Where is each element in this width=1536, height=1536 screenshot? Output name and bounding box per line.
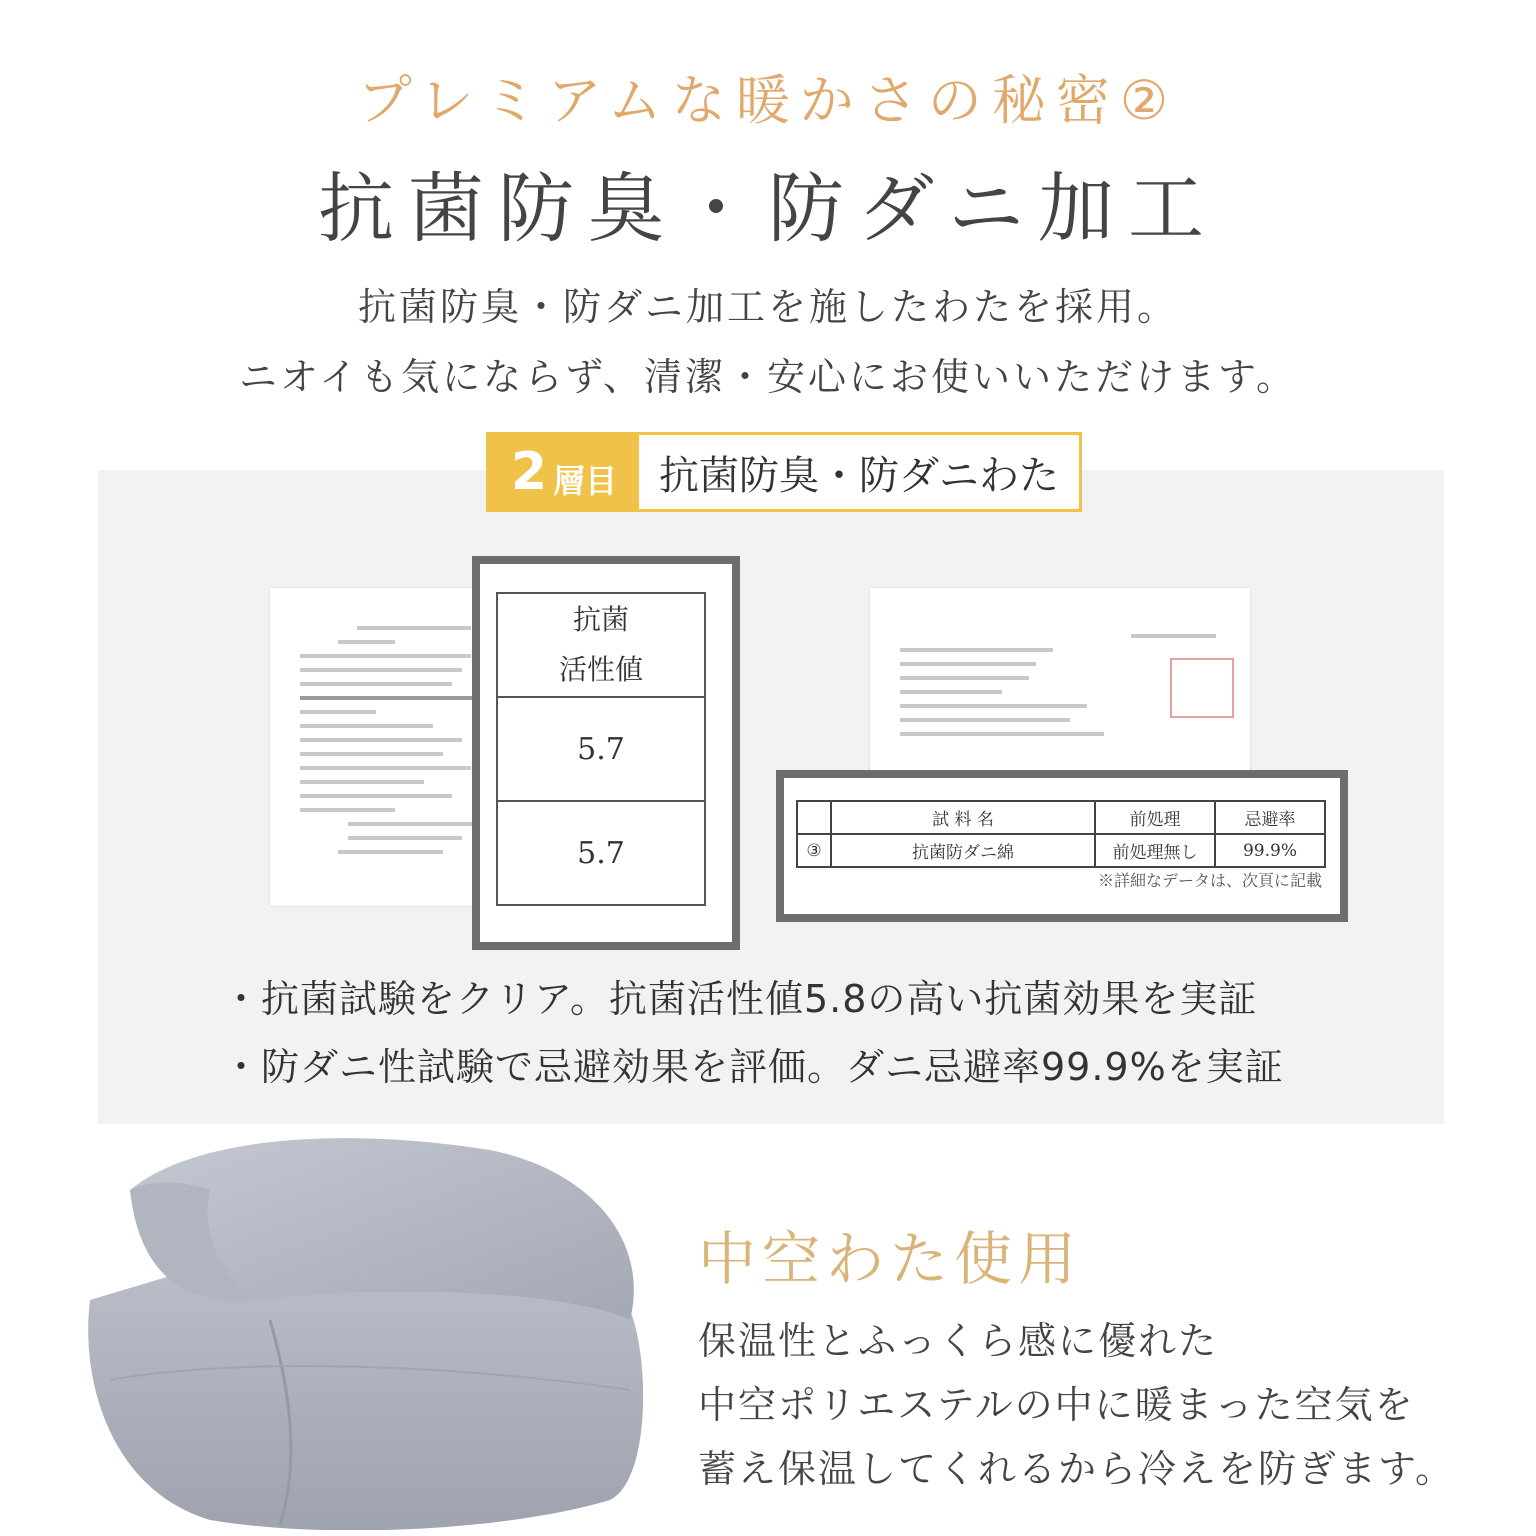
layer-number-value: 2 bbox=[510, 442, 548, 502]
layer-number-unit: 層目 bbox=[553, 462, 618, 500]
col-rate-header: 忌避率 bbox=[1215, 801, 1325, 834]
detail-note: ※詳細なデータは、次頁に記載 bbox=[1097, 871, 1322, 890]
row-number: ③ bbox=[797, 834, 831, 867]
feature-line-1: 保温性とふっくら感に優れた bbox=[698, 1319, 1219, 1363]
antibacterial-test-document bbox=[270, 588, 500, 906]
feature-line-2: 中空ポリエステルの中に暖まった空気を bbox=[698, 1383, 1415, 1427]
row-pre: 前処理無し bbox=[1095, 834, 1215, 867]
antibacterial-header-cell: 抗菌 活性値 bbox=[497, 593, 705, 697]
antibacterial-value-1: 5.7 bbox=[497, 697, 705, 801]
bullet-mite: ・防ダニ性試験で忌避効果を評価。ダニ忌避率99.9%を実証 bbox=[222, 1045, 1284, 1089]
page-title: 抗菌防臭・防ダニ加工 bbox=[318, 164, 1218, 253]
section-eyebrow: プレミアムな暖かさの秘密② bbox=[357, 69, 1179, 132]
lead-line-2: ニオイも気にならず、清潔・安心にお使いいただけます。 bbox=[238, 355, 1298, 399]
mite-test-document bbox=[870, 588, 1250, 788]
layer-number bbox=[489, 435, 639, 509]
blanket-body bbox=[88, 1270, 643, 1530]
antibacterial-value-table bbox=[496, 592, 706, 906]
mite-repellency-table bbox=[796, 800, 1326, 868]
mite-repellency-zoom bbox=[776, 770, 1348, 922]
folded-blanket-image bbox=[70, 1130, 650, 1530]
seal-stamp bbox=[1170, 658, 1234, 718]
col-blank bbox=[797, 801, 831, 834]
lead-line-1: 抗菌防臭・防ダニ加工を施したわたを採用。 bbox=[357, 285, 1178, 329]
bullet-antibacterial: ・抗菌試験をクリア。抗菌活性値5.8の高い抗菌効果を実証 bbox=[222, 977, 1258, 1021]
antibacterial-value-2: 5.7 bbox=[497, 801, 705, 905]
layer-badge bbox=[486, 432, 1082, 512]
feature-heading: 中空わた使用 bbox=[698, 1225, 1083, 1293]
row-rate: 99.9% bbox=[1215, 834, 1325, 867]
feature-line-3: 蓄え保温してくれるから冷えを防ぎます。 bbox=[698, 1447, 1455, 1491]
layer-label: 抗菌防臭・防ダニわた bbox=[659, 452, 1059, 499]
col-sample-header: 試 料 名 bbox=[831, 801, 1095, 834]
col-pre-header: 前処理 bbox=[1095, 801, 1215, 834]
row-sample: 抗菌防ダニ綿 bbox=[831, 834, 1095, 867]
antibacterial-value-zoom bbox=[472, 556, 740, 950]
